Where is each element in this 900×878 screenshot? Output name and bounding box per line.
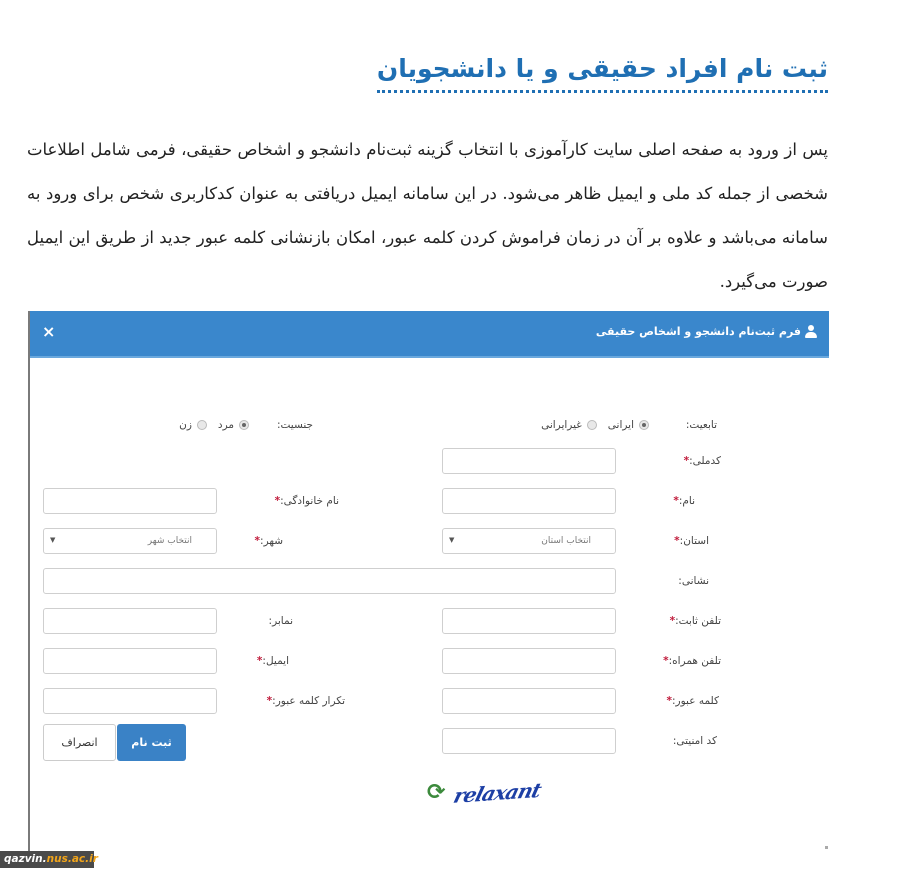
- gender-radio-group: [179, 419, 249, 431]
- mobile-input[interactable]: [442, 648, 616, 674]
- address-label: نشانی:: [678, 575, 709, 587]
- first-name-label: نام:*: [673, 495, 695, 507]
- email-input[interactable]: [43, 648, 217, 674]
- user-icon: [805, 325, 817, 338]
- radio-iranian-label: ایرانی: [607, 419, 634, 431]
- last-name-input[interactable]: [43, 488, 217, 514]
- security-code-label: کد امنیتی:: [672, 735, 717, 747]
- radio-female-label: زن: [179, 419, 192, 431]
- password-repeat-input[interactable]: [43, 688, 217, 714]
- city-label: شهر:*: [254, 535, 283, 547]
- radio-non-iranian-label: غیرایرانی: [541, 419, 582, 431]
- page-title: ثبت نام افراد حقیقی و یا دانشجویان: [377, 52, 828, 93]
- captcha-image: relaxant: [451, 778, 544, 808]
- province-select[interactable]: انتخاب استان ▼: [442, 528, 616, 554]
- decorative-dot: [825, 846, 828, 849]
- city-select[interactable]: انتخاب شهر ▼: [43, 528, 217, 554]
- last-name-label: نام خانوادگی:*: [274, 495, 339, 507]
- password-input[interactable]: [442, 688, 616, 714]
- password-label: کلمه عبور:*: [666, 695, 719, 707]
- form-header: [30, 311, 829, 358]
- landline-input[interactable]: [442, 608, 616, 634]
- security-code-input[interactable]: [442, 728, 616, 754]
- national-code-input[interactable]: [442, 448, 616, 474]
- email-label: ایمیل:*: [256, 655, 289, 667]
- fax-label: نمابر:: [268, 615, 293, 627]
- submit-button[interactable]: ثبت نام: [117, 724, 186, 761]
- password-repeat-label: تکرار کلمه عبور:*: [266, 695, 345, 707]
- mobile-label: تلفن همراه:*: [663, 655, 721, 667]
- intro-paragraph: پس از ورود به صفحه اصلی سایت کارآموزی با انتخاب گزینه ثبت‌نام دانشجو و اشخاص حقیقی، فرمی شامل اطلاعات شخصی از جمله کد ملی و ایمیل ظاهر می‌شود. در این سامانه ایمیل دریافتی به عنوان کدکاربری شخص برای ورود به سامانه می‌باشد و علاوه بر آن در زمان فراموش کردن کلمه عبور، امکان بازنشانی کلمه عبور جدید از طریق این ایمیل صورت می‌گیرد.: [27, 140, 828, 291]
- fax-input[interactable]: [43, 608, 217, 634]
- address-input[interactable]: [43, 568, 616, 594]
- radio-iranian[interactable]: [639, 420, 649, 430]
- close-icon[interactable]: ×: [42, 322, 56, 341]
- radio-female[interactable]: [197, 420, 207, 430]
- first-name-input[interactable]: [442, 488, 616, 514]
- form-title-text: فرم ثبت‌نام دانشجو و اشخاص حقیقی: [595, 325, 801, 338]
- radio-male-label: مرد: [217, 419, 234, 431]
- radio-non-iranian[interactable]: [587, 420, 597, 430]
- dropdown-arrow-icon: ▼: [50, 536, 56, 544]
- captcha: [427, 778, 544, 808]
- form-header-title: [596, 325, 817, 338]
- refresh-icon[interactable]: ⟳: [427, 780, 446, 805]
- gender-label: جنسیت:: [276, 419, 313, 431]
- national-code-label: کدملی:*: [683, 455, 721, 467]
- nationality-label: تابعیت:: [685, 419, 717, 431]
- province-label: استان:*: [674, 535, 709, 547]
- cancel-button[interactable]: انصراف: [43, 724, 116, 761]
- registration-form-screenshot: [28, 311, 829, 851]
- dropdown-arrow-icon: ▼: [449, 536, 455, 544]
- site-watermark: qazvin.nus.ac.ir: [0, 851, 94, 868]
- landline-label: تلفن ثابت:*: [669, 615, 721, 627]
- radio-male[interactable]: [239, 420, 249, 430]
- nationality-radio-group: [541, 419, 649, 431]
